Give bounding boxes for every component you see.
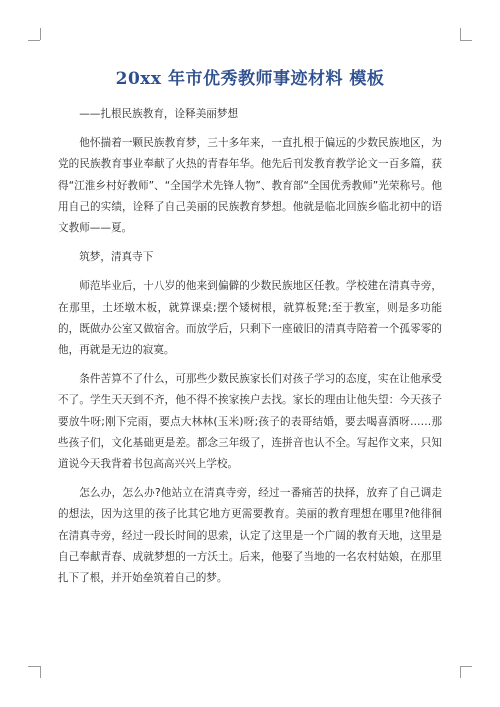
subtitle-paragraph: ——扎根民族教育，诠释美丽梦想 <box>79 108 239 120</box>
body-paragraph: 条件苦算不了什么，可那些少数民族家长们对孩子学习的态度，实在让他承受不了。学生天天到不齐，他不得不挨家挨户去找。家长的理由让他失望：今天孩子要放牛呀;刚下完雨，要点大林林(玉米)呀;孩子的表哥结婚，要去喝喜酒呀……那些孩子们，文化基础更是差。都念三年级了，连拼音也认不全。写起作文来，只知道说今天我背着书包高高兴兴上学校。 <box>58 373 442 471</box>
body-paragraph: 怎么办，怎么办?他站立在清真寺旁，经过一番痛苦的抉择，放弃了自己调走的想法，因为这里的孩子比其它地方更需要教育。美丽的教育理想在哪里?他徘徊在清真寺旁，经过一段长时间的思索，认定了这里是一个广阔的教育天地，这里是自己奉献青春、成就梦想的一方沃土。后来，他娶了当地的一名农村姑娘，在那里扎下了根，并开始垒筑着自己的梦。 <box>58 487 442 585</box>
document-title: 20xx 年市优秀教师事迹材料 模板 <box>115 69 385 89</box>
crop-mark <box>40 666 41 678</box>
crop-mark <box>460 666 472 667</box>
body-paragraph: 他怀揣着一颗民族教育梦，三十多年来，一直扎根于偏远的少数民族地区，为党的民族教育事业奉献了火热的青春年华。他先后刊发教育教学论文一百多篇，获得“江淮乡村好教师”、“全国学术先锋人物”、教育部“全国优秀教师”光荣称号。他用自己的实绩，诠释了自己美丽的民族教育梦想。他就是临北回族乡临北初中的语文教师——夏。 <box>58 137 442 235</box>
crop-mark <box>460 40 472 41</box>
section-heading: 筑梦，清真寺下 <box>79 251 154 264</box>
crop-mark <box>28 666 40 667</box>
document-body <box>58 104 442 589</box>
crop-mark <box>460 666 461 678</box>
crop-mark <box>460 28 461 40</box>
crop-mark <box>40 28 41 40</box>
crop-mark <box>28 40 40 41</box>
body-paragraph: 师范毕业后，十八岁的他来到偏僻的少数民族地区任教。学校建在清真寺旁，在那里，土坯墩木板，就算课桌;摆个矮树根，就算板凳;至于教室，则是多功能的，既做办公室又做宿舍。而放学后，只剩下一座破旧的清真寺陪着一个孤零零的他，再就是无边的寂寞。 <box>58 280 442 357</box>
